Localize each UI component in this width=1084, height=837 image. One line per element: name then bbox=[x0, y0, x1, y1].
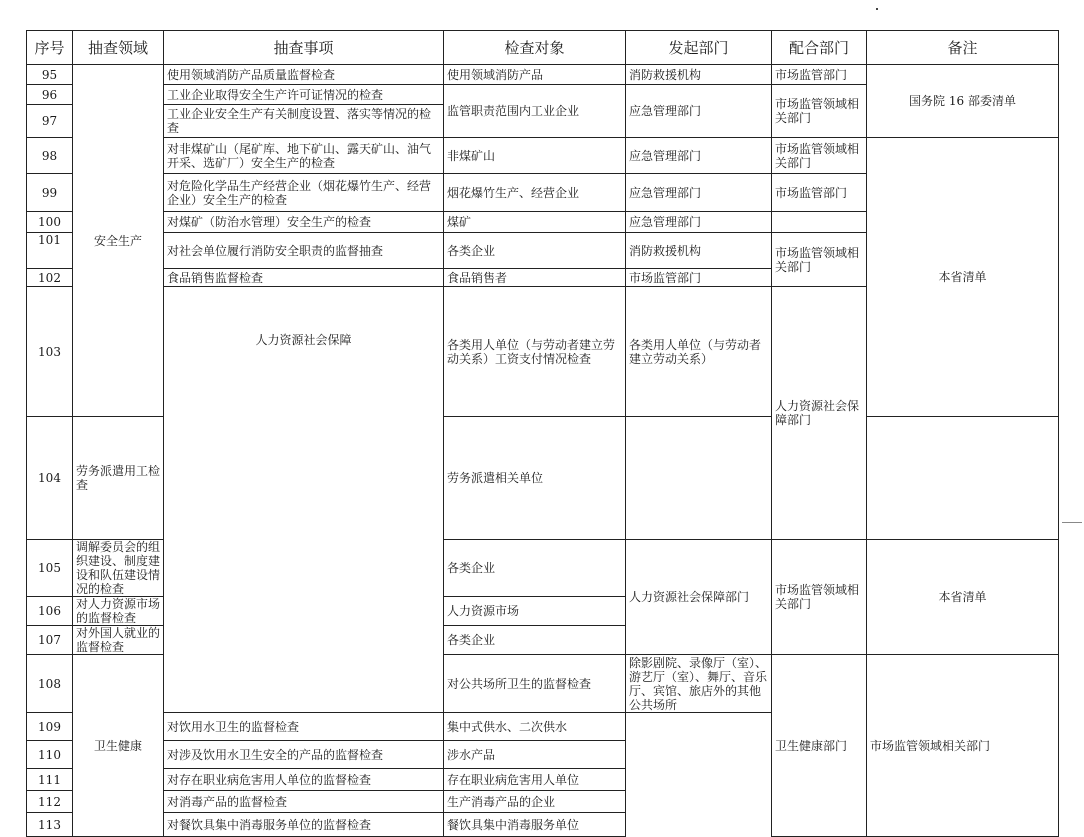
inspection-item: 各类用人单位（与劳动者建立劳动关系）工资支付情况检查 bbox=[444, 287, 626, 417]
note-cell: 国务院 16 部委清单 bbox=[867, 65, 1059, 138]
inspection-item: 对公共场所卫生的监督检查 bbox=[444, 655, 626, 713]
inspection-item: 对非煤矿山（尾矿库、地下矿山、露天矿山、油气开采、选矿厂）安全生产的检查 bbox=[164, 138, 444, 174]
initiating-dept: 人力资源社会保障部门 bbox=[626, 540, 772, 655]
inspection-item: 对煤矿（防治水管理）安全生产的检查 bbox=[164, 212, 444, 233]
initiating-dept: 应急管理部门 bbox=[626, 138, 772, 174]
table-row bbox=[27, 138, 1059, 174]
row-number: 95 bbox=[27, 65, 73, 85]
col-header-note: 备注 bbox=[867, 31, 1059, 65]
inspection-item: 食品销售监督检查 bbox=[164, 269, 444, 287]
scan-mark bbox=[1062, 522, 1082, 523]
col-header-item: 抽查事项 bbox=[164, 31, 444, 65]
cooperating-dept: 市场监管领域相关部门 bbox=[772, 138, 867, 174]
row-number: 98 bbox=[27, 138, 73, 174]
inspection-item: 劳务派遣用工检查 bbox=[73, 417, 164, 540]
row-number: 106 bbox=[27, 597, 73, 626]
table-row bbox=[27, 65, 1059, 85]
col-header-target: 检查对象 bbox=[444, 31, 626, 65]
inspection-item: 对饮用水卫生的监督检查 bbox=[164, 713, 444, 741]
inspection-target: 生产消毒产品的企业 bbox=[444, 791, 626, 813]
cooperating-dept: 市场监管领域相关部门 bbox=[772, 85, 867, 138]
col-header-domain: 抽查领域 bbox=[73, 31, 164, 65]
initiating-dept: 消防救援机构 bbox=[626, 233, 772, 269]
row-number: 111 bbox=[27, 769, 73, 791]
inspection-item: 对涉及饮用水卫生安全的产品的监督检查 bbox=[164, 741, 444, 769]
inspection-item: 对人力资源市场的监督检查 bbox=[73, 597, 164, 626]
row-number: 97 bbox=[27, 105, 73, 138]
inspection-item: 对消毒产品的监督检查 bbox=[164, 791, 444, 813]
inspection-item: 工业企业取得安全生产许可证情况的检查 bbox=[164, 85, 444, 105]
row-number: 113 bbox=[27, 813, 73, 837]
inspection-target: 各类用人单位（与劳动者建立劳动关系） bbox=[626, 287, 772, 417]
row-number: 112 bbox=[27, 791, 73, 813]
row-number: 104 bbox=[27, 417, 73, 540]
initiating-dept: 卫生健康部门 bbox=[772, 655, 867, 837]
cooperating-dept bbox=[772, 212, 867, 233]
col-header-coop: 配合部门 bbox=[772, 31, 867, 65]
inspection-target: 煤矿 bbox=[444, 212, 626, 233]
inspection-item: 使用领域消防产品质量监督检查 bbox=[164, 65, 444, 85]
row-number: 103 bbox=[27, 287, 73, 417]
domain-cell: 人力资源社会保障 bbox=[164, 287, 444, 713]
cooperating-dept: 市场监管领域相关部门 bbox=[772, 233, 867, 287]
row-number: 105 bbox=[27, 540, 73, 597]
inspection-target: 非煤矿山 bbox=[444, 138, 626, 174]
initiating-dept: 人力资源社会保障部门 bbox=[772, 287, 867, 540]
inspection-target: 各类企业 bbox=[444, 540, 626, 597]
row-number: 107 bbox=[27, 626, 73, 655]
cooperating-dept: 市场监管领域相关部门 bbox=[867, 655, 1059, 837]
row-number: 108 bbox=[27, 655, 73, 713]
initiating-dept: 应急管理部门 bbox=[626, 174, 772, 212]
row-number: 109 bbox=[27, 713, 73, 741]
inspection-item: 对外国人就业的监督检查 bbox=[73, 626, 164, 655]
initiating-dept: 消防救援机构 bbox=[626, 65, 772, 85]
row-number: 102 bbox=[27, 269, 73, 287]
col-header-no: 序号 bbox=[27, 31, 73, 65]
row-number: 101 bbox=[27, 233, 73, 269]
inspection-target: 使用领域消防产品 bbox=[444, 65, 626, 85]
inspection-target: 涉水产品 bbox=[444, 741, 626, 769]
inspection-target: 烟花爆竹生产、经营企业 bbox=[444, 174, 626, 212]
inspection-target: 监管职责范围内工业企业 bbox=[444, 85, 626, 138]
domain-cell: 安全生产 bbox=[73, 65, 164, 417]
row-number: 110 bbox=[27, 741, 73, 769]
inspection-target: 人力资源市场 bbox=[444, 597, 626, 626]
note-cell: 本省清单 bbox=[867, 540, 1059, 655]
cooperating-dept: 市场监管领域相关部门 bbox=[772, 540, 867, 655]
inspection-target: 餐饮具集中消毒服务单位 bbox=[444, 813, 626, 837]
domain-cell: 卫生健康 bbox=[73, 655, 164, 837]
scan-speck bbox=[876, 8, 878, 10]
initiating-dept: 应急管理部门 bbox=[626, 212, 772, 233]
inspection-target: 食品销售者 bbox=[444, 269, 626, 287]
initiating-dept: 市场监管部门 bbox=[626, 269, 772, 287]
cooperating-dept: 市场监管部门 bbox=[772, 174, 867, 212]
row-number: 100 bbox=[27, 212, 73, 233]
note-cell: 本省清单 bbox=[867, 138, 1059, 417]
col-header-dept: 发起部门 bbox=[626, 31, 772, 65]
inspection-target: 各类企业 bbox=[444, 626, 626, 655]
inspection-item: 对社会单位履行消防安全职责的监督抽查 bbox=[164, 233, 444, 269]
inspection-target: 各类企业 bbox=[444, 233, 626, 269]
row-number: 96 bbox=[27, 85, 73, 105]
inspection-item: 调解委员会的组织建设、制度建设和队伍建设情况的检查 bbox=[73, 540, 164, 597]
inspection-item: 对危险化学品生产经营企业（烟花爆竹生产、经营企业）安全生产的检查 bbox=[164, 174, 444, 212]
inspection-target: 集中式供水、二次供水 bbox=[444, 713, 626, 741]
initiating-dept: 应急管理部门 bbox=[626, 85, 772, 138]
inspection-target: 除影剧院、录像厅（室）、游艺厅（室）、舞厅、音乐厅、宾馆、旅店外的其他公共场所 bbox=[626, 655, 772, 713]
header-row bbox=[27, 31, 1059, 65]
inspection-item: 对存在职业病危害用人单位的监督检查 bbox=[164, 769, 444, 791]
inspection-item: 对餐饮具集中消毒服务单位的监督检查 bbox=[164, 813, 444, 837]
inspection-target: 劳务派遣相关单位 bbox=[444, 417, 626, 540]
cooperating-dept: 市场监管部门 bbox=[772, 65, 867, 85]
inspection-item: 工业企业安全生产有关制度设置、落实等情况的检查 bbox=[164, 105, 444, 138]
inspection-target: 存在职业病危害用人单位 bbox=[444, 769, 626, 791]
inspection-table bbox=[26, 30, 1059, 837]
row-number: 99 bbox=[27, 174, 73, 212]
